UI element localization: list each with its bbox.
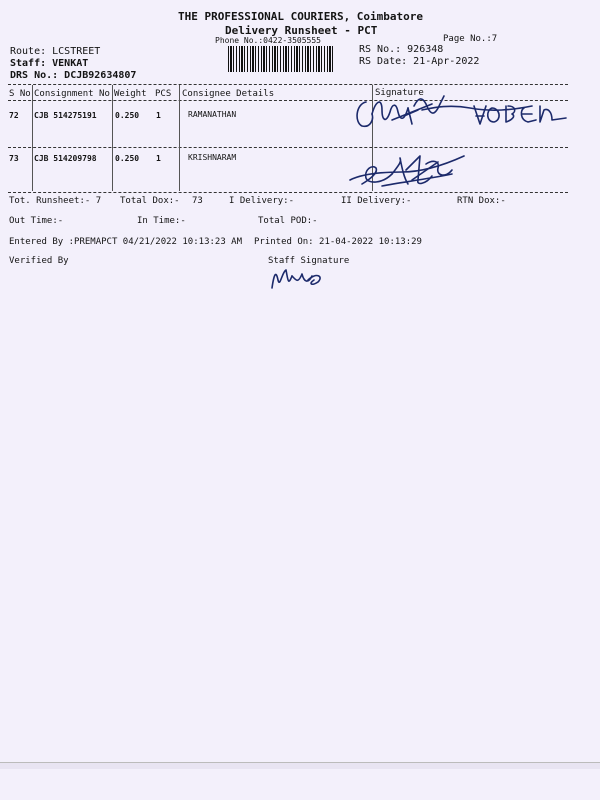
header-sno: S No bbox=[9, 89, 31, 99]
entered-by: Entered By :PREMAPCT 04/21/2022 10:13:23 AM bbox=[9, 237, 242, 247]
ii-delivery: II Delivery:- bbox=[341, 196, 412, 206]
staff-signature bbox=[268, 262, 328, 294]
rs-date: RS Date: 21-Apr-2022 bbox=[359, 56, 480, 67]
column-divider-consignment bbox=[112, 85, 113, 191]
row1-receiver-signature bbox=[352, 90, 577, 135]
total-dox-value: 73 bbox=[192, 196, 203, 206]
row2-consignee: KRISHNARAM bbox=[188, 153, 237, 162]
row2-weight: 0.250 bbox=[115, 154, 140, 163]
printed-on: Printed On: 21-04-2022 10:13:29 bbox=[254, 237, 422, 247]
header-consignment-no: Consignment No bbox=[34, 89, 110, 99]
table-bottom-rule bbox=[8, 192, 568, 193]
out-time: Out Time:- bbox=[9, 216, 64, 226]
drs-number: DRS No.: DCJB92634807 bbox=[10, 70, 137, 81]
header-signature: Signature bbox=[375, 88, 424, 98]
total-pod: Total POD:- bbox=[258, 216, 318, 226]
row1-weight: 0.250 bbox=[115, 111, 140, 120]
row2-sno: 73 bbox=[9, 154, 19, 163]
document-title: Delivery Runsheet - PCT bbox=[225, 24, 378, 37]
total-dox-label: Total Dox:- bbox=[120, 196, 180, 206]
column-divider-pcs bbox=[179, 85, 180, 191]
rs-number: RS No.: 926348 bbox=[359, 44, 444, 55]
i-delivery: I Delivery:- bbox=[229, 196, 295, 206]
staff-signature-label: Staff Signature bbox=[268, 256, 350, 266]
total-runsheet: Tot. Runsheet:- 7 bbox=[9, 196, 102, 206]
row2-consignment-no: CJB 514209798 bbox=[34, 154, 97, 163]
page-number: Page No.:7 bbox=[443, 34, 498, 44]
header-consignee-details: Consignee Details bbox=[182, 89, 275, 99]
row1-consignee: RAMANATHAN bbox=[188, 110, 237, 119]
table-top-rule bbox=[8, 84, 568, 85]
in-time: In Time:- bbox=[137, 216, 186, 226]
row-divider bbox=[8, 147, 568, 148]
row2-receiver-signature bbox=[342, 150, 482, 192]
row1-sno: 72 bbox=[9, 111, 19, 120]
phone-number: Phone No.:0422-3505555 bbox=[215, 36, 321, 45]
header-weight: Weight bbox=[114, 89, 147, 99]
barcode bbox=[228, 46, 334, 72]
column-divider-sno bbox=[32, 85, 33, 191]
route-label: Route: LCSTREET bbox=[10, 46, 101, 57]
row1-consignment-no: CJB 514275191 bbox=[34, 111, 97, 120]
row1-pcs: 1 bbox=[156, 111, 161, 120]
scan-edge bbox=[0, 762, 600, 769]
row2-pcs: 1 bbox=[156, 154, 161, 163]
header-pcs: PCS bbox=[155, 89, 172, 99]
staff-label: Staff: VENKAT bbox=[10, 58, 89, 69]
company-name: THE PROFESSIONAL COURIERS, Coimbatore bbox=[178, 10, 424, 23]
verified-by: Verified By bbox=[9, 256, 69, 266]
rtn-dox: RTN Dox:- bbox=[457, 196, 506, 206]
